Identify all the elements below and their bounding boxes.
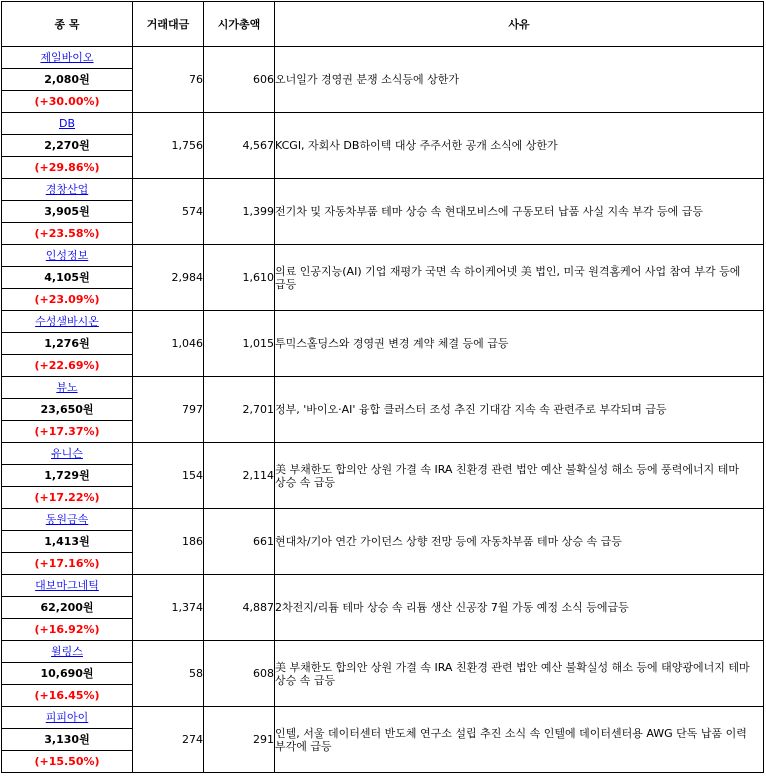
stock-name-link[interactable]: 윌링스	[51, 645, 83, 658]
market-cap: 1,015	[204, 311, 275, 377]
reason-text: 美 부채한도 합의안 상원 가결 속 IRA 친환경 관련 법안 예산 불확실성 해소 등에 태양광에너지 테마 상승 속 급등	[275, 641, 764, 707]
trading-volume: 797	[133, 377, 204, 443]
price-change-rate: (+17.37%)	[2, 421, 133, 443]
trading-volume: 574	[133, 179, 204, 245]
stock-name-link[interactable]: 인성정보	[45, 249, 89, 262]
header-market-cap: 시가총액	[204, 2, 275, 47]
table-header-row	[2, 2, 764, 47]
table-row	[2, 641, 764, 663]
reason-text: 인텔, 서울 데이터센터 반도체 연구소 설립 추진 소식 속 인텔에 데이터센터용 AWG 단독 납품 이력 부각에 급등	[275, 707, 764, 773]
stock-price: 1,276원	[2, 333, 133, 355]
trading-volume: 58	[133, 641, 204, 707]
table-row	[2, 311, 764, 333]
reason-text: 오너일가 경영권 분쟁 소식등에 상한가	[275, 47, 764, 113]
price-change-rate: (+29.86%)	[2, 157, 133, 179]
table-row	[2, 509, 764, 531]
stock-name-link[interactable]: 뷰노	[56, 381, 78, 394]
price-change-rate: (+23.58%)	[2, 223, 133, 245]
price-change-rate: (+16.92%)	[2, 619, 133, 641]
stock-name-link[interactable]: 대보마그네틱	[35, 579, 99, 592]
price-change-rate: (+17.16%)	[2, 553, 133, 575]
trading-volume: 1,046	[133, 311, 204, 377]
table-row	[2, 245, 764, 267]
reason-text: 美 부채한도 합의안 상원 가결 속 IRA 친환경 관련 법안 예산 불확실성 해소 등에 풍력에너지 테마 상승 속 급등	[275, 443, 764, 509]
stock-name-cell	[2, 575, 133, 597]
header-name: 종 목	[2, 2, 133, 47]
table-row	[2, 113, 764, 135]
trading-volume: 186	[133, 509, 204, 575]
trading-volume: 274	[133, 707, 204, 773]
trading-volume: 154	[133, 443, 204, 509]
stock-name-cell	[2, 113, 133, 135]
stock-name-link[interactable]: 피피아이	[45, 711, 89, 724]
table-row	[2, 443, 764, 465]
trading-volume: 1,756	[133, 113, 204, 179]
stock-price: 1,729원	[2, 465, 133, 487]
stock-name-link[interactable]: 제일바이오	[40, 51, 94, 64]
stock-name-link[interactable]: 수성샐바시온	[35, 315, 99, 328]
table-row	[2, 707, 764, 729]
stock-name-cell	[2, 641, 133, 663]
table-row	[2, 377, 764, 399]
market-cap: 1,610	[204, 245, 275, 311]
market-cap: 606	[204, 47, 275, 113]
stock-price: 3,130원	[2, 729, 133, 751]
market-cap: 291	[204, 707, 275, 773]
trading-volume: 76	[133, 47, 204, 113]
reason-text: KCGI, 자회사 DB하이텍 대상 주주서한 공개 소식에 상한가	[275, 113, 764, 179]
table-row	[2, 179, 764, 201]
price-change-rate: (+15.50%)	[2, 751, 133, 773]
stock-name-link[interactable]: 동원금속	[45, 513, 89, 526]
stock-name-cell	[2, 509, 133, 531]
stock-name-cell	[2, 311, 133, 333]
stock-price: 4,105원	[2, 267, 133, 289]
stock-name-cell	[2, 47, 133, 69]
stock-name-cell	[2, 377, 133, 399]
stock-name-link[interactable]: 유니슨	[51, 447, 83, 460]
stock-table	[1, 1, 764, 773]
header-reason: 사유	[275, 2, 764, 47]
stock-price: 23,650원	[2, 399, 133, 421]
market-cap: 4,567	[204, 113, 275, 179]
price-change-rate: (+16.45%)	[2, 685, 133, 707]
stock-price: 62,200원	[2, 597, 133, 619]
table-row	[2, 47, 764, 69]
table-row	[2, 575, 764, 597]
market-cap: 661	[204, 509, 275, 575]
trading-volume: 2,984	[133, 245, 204, 311]
stock-price: 1,413원	[2, 531, 133, 553]
reason-text: 전기차 및 자동차부품 테마 상승 속 현대모비스에 구동모터 납품 사실 지속 부각 등에 급등	[275, 179, 764, 245]
stock-name-cell	[2, 443, 133, 465]
stock-name-link[interactable]: 경창산업	[45, 183, 89, 196]
price-change-rate: (+30.00%)	[2, 91, 133, 113]
trading-volume: 1,374	[133, 575, 204, 641]
price-change-rate: (+22.69%)	[2, 355, 133, 377]
stock-name-cell	[2, 245, 133, 267]
stock-price: 2,270원	[2, 135, 133, 157]
reason-text: 2차전지/리튬 테마 상승 속 리튬 생산 신공장 7월 가동 예정 소식 등에급등	[275, 575, 764, 641]
stock-price: 3,905원	[2, 201, 133, 223]
stock-price: 10,690원	[2, 663, 133, 685]
market-cap: 608	[204, 641, 275, 707]
price-change-rate: (+17.22%)	[2, 487, 133, 509]
market-cap: 1,399	[204, 179, 275, 245]
reason-text: 정부, '바이오·AI' 융합 클러스터 조성 추진 기대감 지속 속 관련주로 부각되며 급등	[275, 377, 764, 443]
stock-name-cell	[2, 707, 133, 729]
reason-text: 의료 인공지능(AI) 기업 재평가 국면 속 하이케어넷 美 법인, 미국 원격홈케어 사업 참여 부각 등에 급등	[275, 245, 764, 311]
market-cap: 4,887	[204, 575, 275, 641]
reason-text: 투믹스홀딩스와 경영권 변경 계약 체결 등에 급등	[275, 311, 764, 377]
stock-name-link[interactable]: DB	[58, 117, 76, 130]
reason-text: 현대차/기아 연간 가이던스 상향 전망 등에 자동차부품 테마 상승 속 급등	[275, 509, 764, 575]
stock-name-cell	[2, 179, 133, 201]
market-cap: 2,701	[204, 377, 275, 443]
header-volume: 거래대금	[133, 2, 204, 47]
stock-price: 2,080원	[2, 69, 133, 91]
market-cap: 2,114	[204, 443, 275, 509]
price-change-rate: (+23.09%)	[2, 289, 133, 311]
